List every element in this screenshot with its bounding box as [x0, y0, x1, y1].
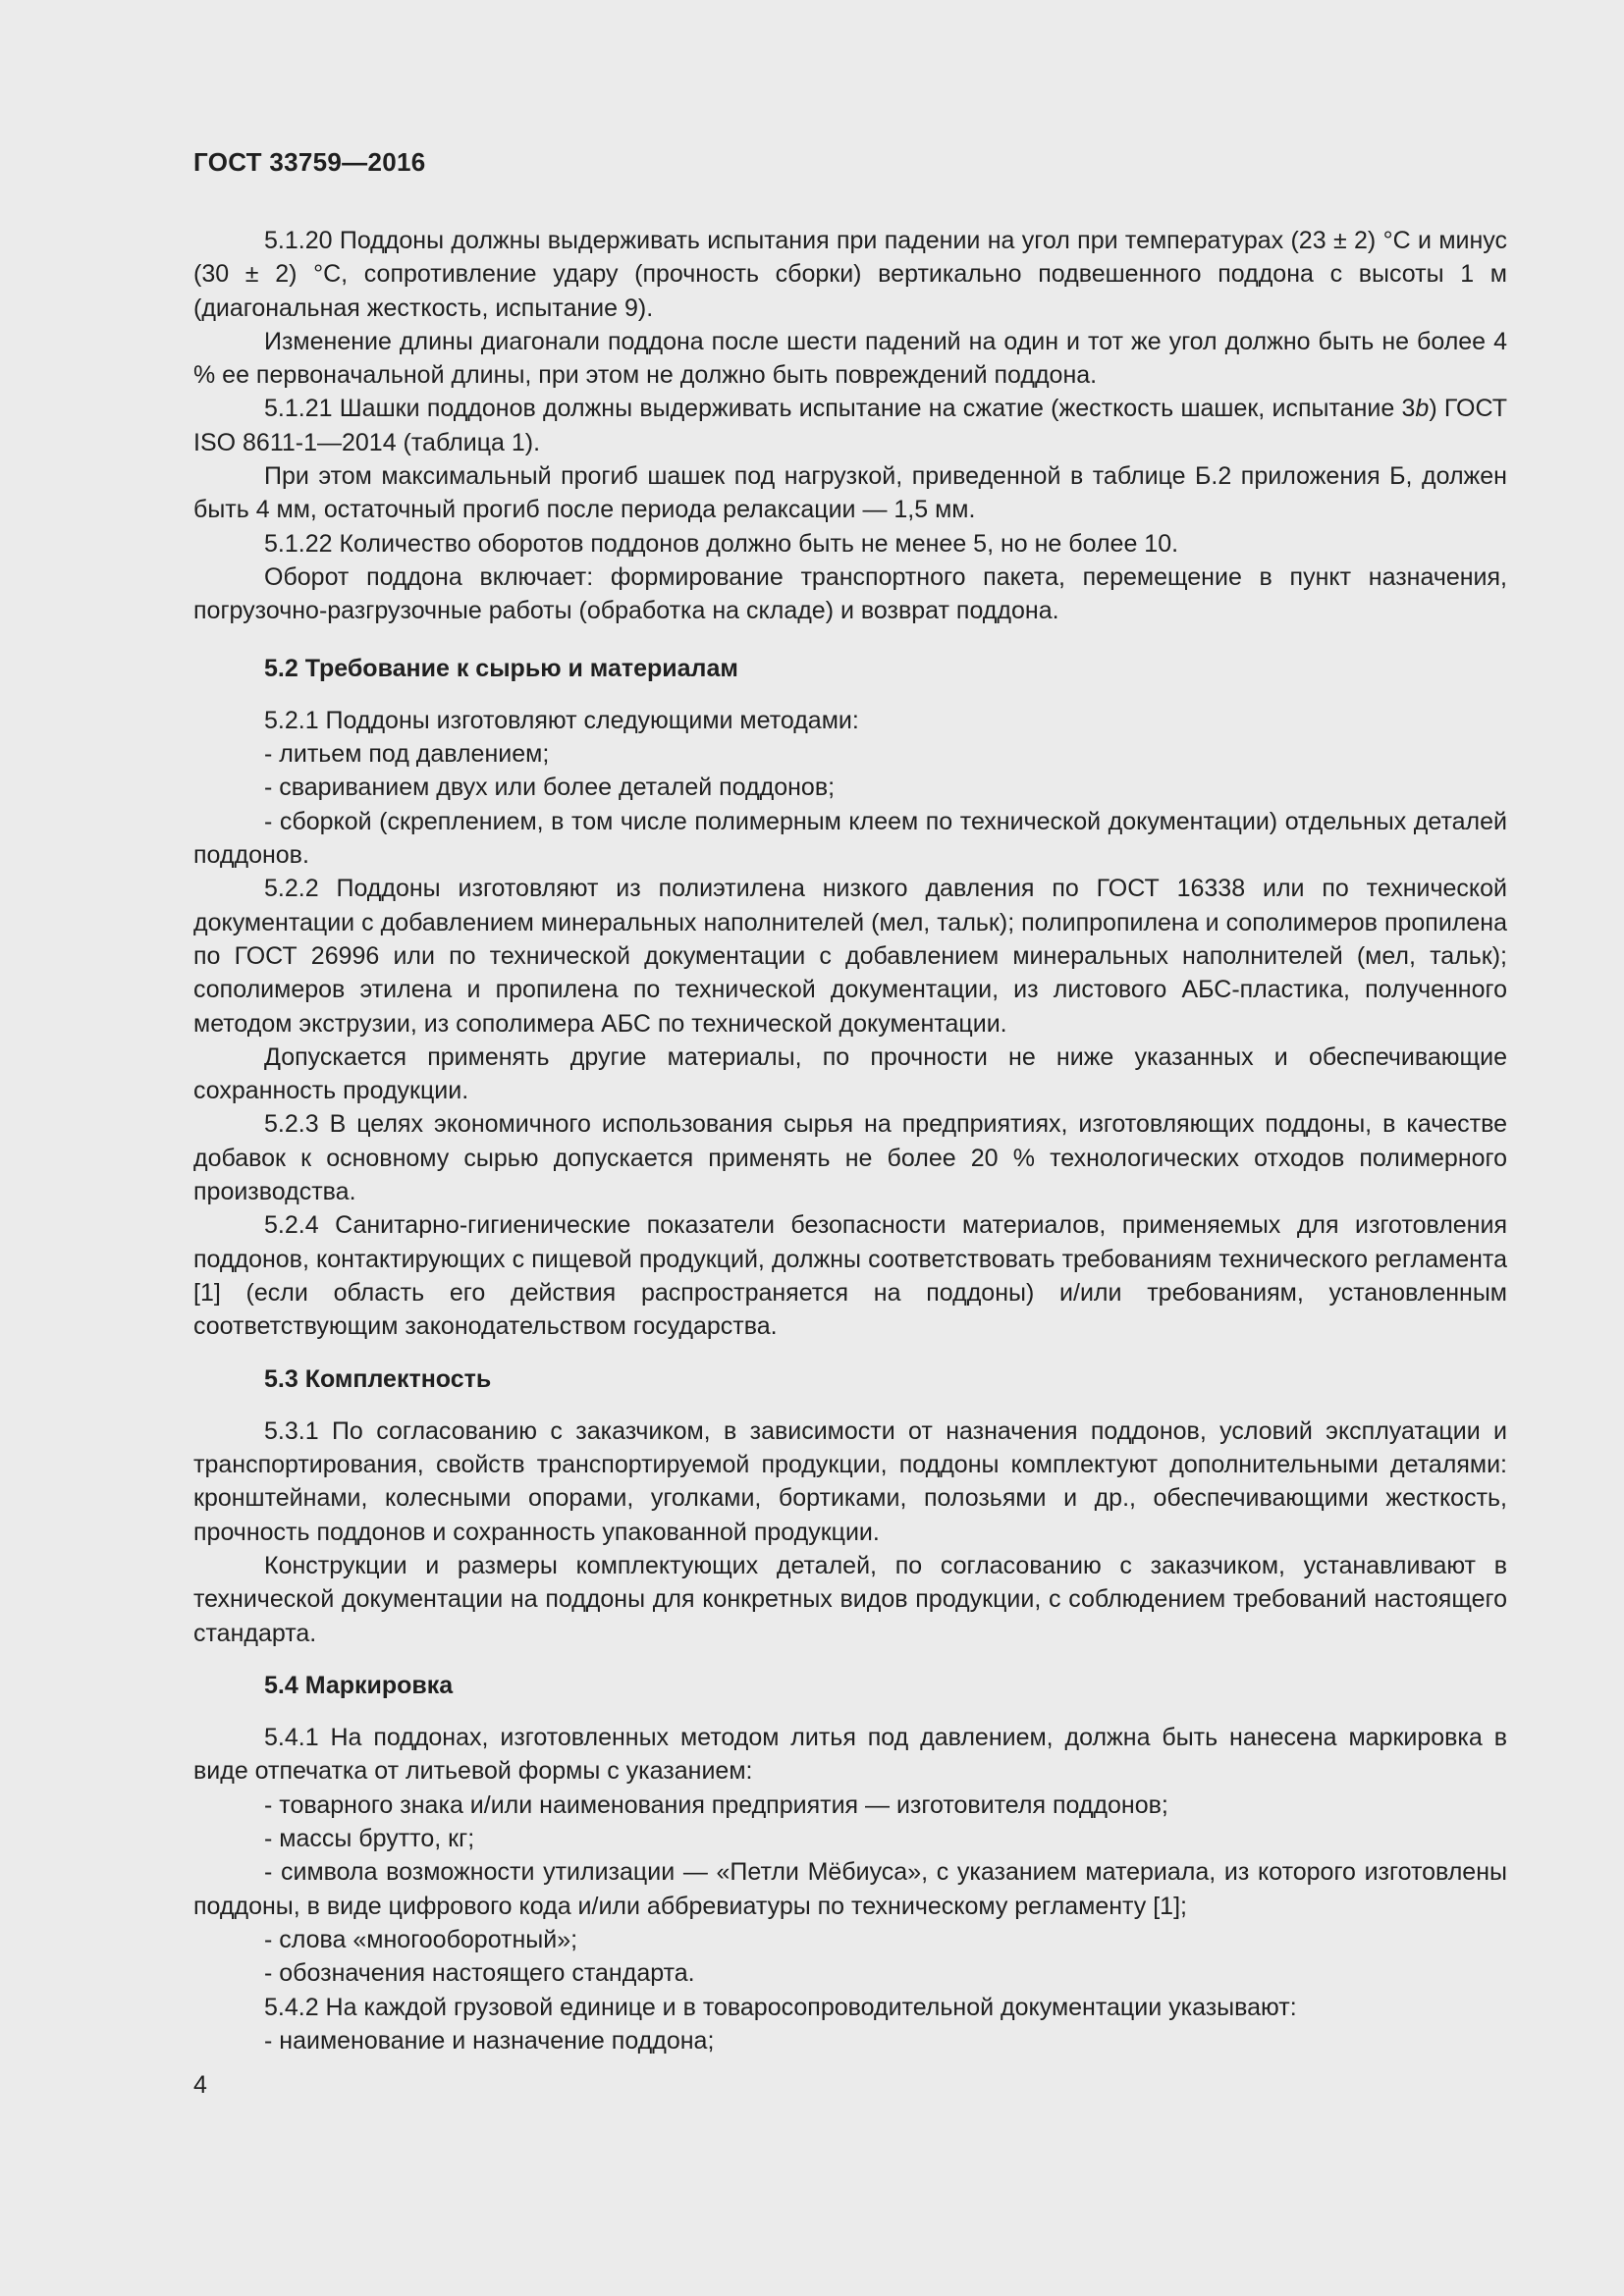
- paragraph-5-1-21: [193, 392, 1507, 459]
- page-number: 4: [193, 2071, 207, 2099]
- paragraph-other-materials: Допускается применять другие материалы, по прочности не ниже указанных и обеспечивающие сохранность продукции.: [193, 1042, 1507, 1105]
- paragraph-5-1-21-italic-b: b: [1415, 395, 1430, 423]
- paragraph-5-2-4: 5.2.4 Санитарно-гигиенические показатели безопасности материалов, применяемых для изготовления поддонов, контактирующих с пищевой продукций, должны соответствовать требованиям технического регламента [1] (если область его действия распространяется на поддоны) и/или требованиям, установленным соответствующим законодательством государства.: [193, 1211, 1507, 1341]
- list-item-gross-mass: - массы брутто, кг;: [264, 1825, 475, 1853]
- paragraph-5-3-1: 5.3.1 По согласованию с заказчиком, в зависимости от назначения поддонов, условий эксплуатации и транспортирования, свойств транспортируемой продукции, поддоны комплектуют дополнительными деталями: кронштейнами, колесными опорами, уголками, бортиками, полозьями и др., обеспечивающими жесткость, прочность поддонов и сохранность упакованной продукции.: [193, 1416, 1507, 1546]
- paragraph-diagonal-change: Изменение длины диагонали поддона после шести падений на один и тот же угол должно быть не более 4 % ее первоначальной длины, при этом не должно быть повреждений поддона.: [193, 327, 1507, 390]
- paragraph-5-4-1: 5.4.1 На поддонах, изготовленных методом литья под давлением, должна быть нанесена маркировка в виде отпечатка от литьевой формы с указанием:: [193, 1724, 1507, 1786]
- paragraph-pallet-turnover: Оборот поддона включает: формирование транспортного пакета, перемещение в пункт назначения, погрузочно-разгрузочные работы (обработка на складе) и возврат поддона.: [193, 562, 1507, 625]
- paragraph-5-1-21-text-c: ) ГОСТ ISO 8611-1—2014 (таблица 1).: [193, 395, 1507, 456]
- paragraph-5-1-21-text-a: 5.1.21 Шашки поддонов должны выдерживать испытание на сжатие (жесткость шашек, испытание 3: [264, 395, 1416, 423]
- paragraph-max-deflection: При этом максимальный прогиб шашек под нагрузкой, приведенной в таблице Б.2 приложения Б, должен быть 4 мм, остаточный прогиб после периода релаксации — 1,5 мм.: [193, 462, 1507, 524]
- paragraph-5-1-22: 5.1.22 Количество оборотов поддонов должно быть не менее 5, но не более 10.: [264, 529, 1179, 558]
- paragraph-5-4-2: 5.4.2 На каждой грузовой единице и в товаросопроводительной документации указывают:: [264, 1993, 1297, 2021]
- list-item-standard-designation: - обозначения настоящего стандарта.: [264, 1959, 695, 1988]
- paragraph-components-design: Конструкции и размеры комплектующих деталей, по согласованию с заказчиком, устанавливают в технической документации на поддоны для конкретных видов продукции, с соблюдением требований настоящего стандарта.: [193, 1551, 1507, 1647]
- section-heading-5-4: 5.4 Маркировка: [264, 1671, 454, 1699]
- list-item-trademark: - товарного знака и/или наименования предприятия — изготовителя поддонов;: [264, 1790, 1168, 1819]
- list-item-pallet-name: - наименование и назначение поддона;: [264, 2026, 715, 2055]
- page-body: [193, 224, 1507, 2057]
- section-heading-5-3: 5.3 Комплектность: [264, 1364, 492, 1393]
- list-item-assembly: - сборкой (скреплением, в том числе полимерным клеем по технической документации) отдельных деталей поддонов.: [193, 807, 1507, 870]
- list-item-injection-molding: - литьем под давлением;: [264, 740, 550, 769]
- paragraph-5-2-1: 5.2.1 Поддоны изготовляют следующими методами:: [264, 706, 859, 734]
- paragraph-5-2-3: 5.2.3 В целях экономичного использования сырья на предприятиях, изготовляющих поддоны, в качестве добавок к основному сырью допускается применять не более 20 % технологических отходов полимерного производства.: [193, 1110, 1507, 1206]
- list-item-reusable-word: - слова «многооборотный»;: [264, 1925, 578, 1953]
- paragraph-5-1-20: 5.1.20 Поддоны должны выдерживать испытания при падении на угол при температурах (23 ± 2) °C и минус (30 ± 2) °C, сопротивление удару (прочность сборки) вертикально подвешенного поддона с высоты 1 м (диагональная жесткость, испытание 9).: [193, 227, 1507, 322]
- section-heading-5-2: 5.2 Требование к сырью и материалам: [264, 654, 738, 682]
- list-item-recycling-symbol: - символа возможности утилизации — «Петли Мёбиуса», с указанием материала, из которого изготовлены поддоны, в виде цифрового кода и/или аббревиатуры по техническому регламенту [1];: [193, 1858, 1507, 1920]
- standard-header: ГОСТ 33759—2016: [193, 147, 426, 177]
- list-item-welding: - свариванием двух или более деталей поддонов;: [264, 774, 836, 802]
- paragraph-5-2-2: 5.2.2 Поддоны изготовляют из полиэтилена низкого давления по ГОСТ 16338 или по технической документации с добавлением минеральных наполнителей (мел, тальк); полипропилена и сополимеров пропилена по ГОСТ 26996 или по технической документации с добавлением минеральных наполнителей (мел, тальк); сополимеров этилена и пропилена по технической документации, из листового АБС-пластика, полученного методом экструзии, из сополимера АБС по технической документации.: [193, 875, 1507, 1038]
